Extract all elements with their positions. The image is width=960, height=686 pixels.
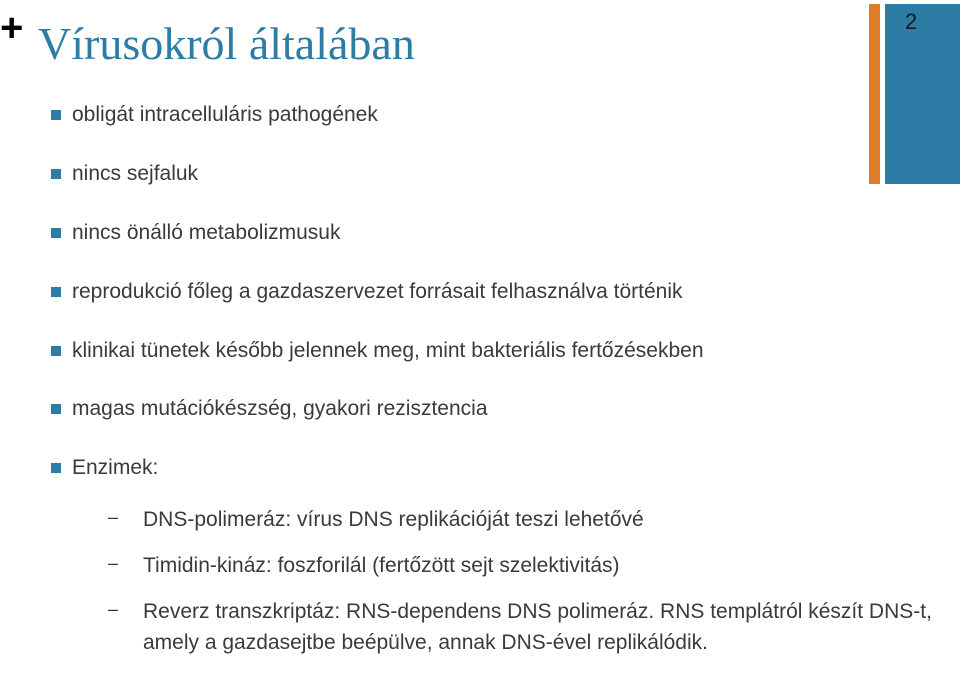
sub-list-item-text: Reverz transzkriptáz: RNS-dependens DNS polimeráz. RNS templátról készít DNS-t, amely a gazdasejtbe beépülve, annak DNS-ével replikálódik. — [143, 600, 932, 654]
page-number: 2 — [905, 9, 918, 34]
list-item-text: nincs sejfaluk — [72, 162, 199, 185]
list-item-text: reprodukció főleg a gazdaszervezet forrásait felhasználva történik — [72, 280, 683, 303]
dash-bullet: – — [108, 599, 119, 619]
list-item-text: nincs önálló metabolizmusuk — [72, 221, 341, 244]
square-bullet-icon — [51, 287, 61, 297]
dash-bullet: – — [108, 507, 119, 527]
orange-accent-bar — [869, 4, 880, 184]
square-bullet-icon — [51, 346, 61, 356]
sub-list-item-text: Timidin-kináz: foszforilál (fertőzött sejt szelektivitás) — [143, 554, 620, 577]
list-item-text: klinikai tünetek később jelennek meg, mint bakteriális fertőzésekben — [72, 339, 704, 362]
dash-bullet: – — [108, 553, 119, 573]
square-bullet-icon — [51, 463, 61, 473]
sub-list-item-text: DNS-polimeráz: vírus DNS replikációját teszi lehetővé — [143, 508, 644, 531]
blue-accent-bar — [885, 4, 960, 184]
slide-title: Vírusokról általában — [38, 18, 415, 69]
list-item-text: magas mutációkészség, gyakori rezisztencia — [72, 397, 488, 420]
plus-mark: + — [0, 6, 24, 50]
square-bullet-icon — [51, 404, 61, 414]
square-bullet-icon — [51, 110, 61, 120]
list-item-text: Enzimek: — [72, 456, 159, 479]
square-bullet-icon — [51, 169, 61, 179]
list-item-text: obligát intracelluláris pathogének — [72, 103, 378, 126]
square-bullet-icon — [51, 228, 61, 238]
